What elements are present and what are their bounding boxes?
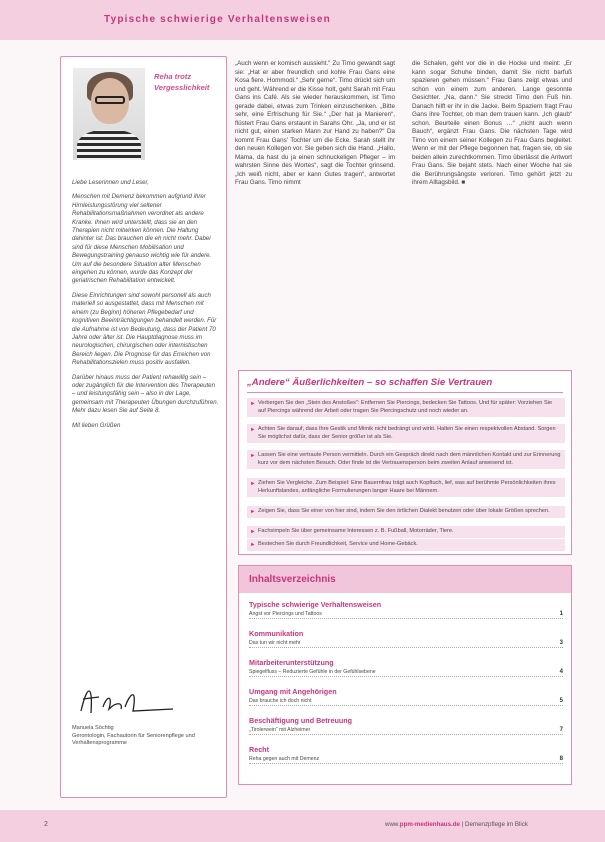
toc-page-number: 5 <box>559 698 563 704</box>
page-number: 2 <box>44 821 48 828</box>
toc-section <box>249 716 563 735</box>
tip-item: ► Ziehen Sie Vergleiche. Zum Beispiel: Eine Bauernfrau trägt auch Kopftuch, lief, was auf berühmte Persönlichkeiten ihres Herkunftslandes, anfängliche Formulierungen langer Haare bei Männern. <box>247 478 565 497</box>
toc-category: Umgang mit Angehörigen <box>249 687 337 696</box>
editorial-paragraph: Darüber hinaus muss der Patient rehawillig sein – oder zugänglich für die Intervention des Therapeuten – und leistungsfähig sein – also in der Lage, gemeinsam mit Therapeuten Übungen durchzuführen. Mehr dazu lesen Sie auf Seite 8. <box>72 373 219 415</box>
footer-bar <box>0 810 605 842</box>
footer-link[interactable]: ppm-medienhaus.de <box>399 821 460 828</box>
toc-page-number: 4 <box>559 669 563 675</box>
toc-section <box>249 629 563 648</box>
table-of-contents <box>238 565 572 785</box>
toc-page-number: 3 <box>559 640 563 646</box>
tips-title: „Andere“ Äußerlichkeiten – so schaffen Sie Vertrauen <box>247 377 493 388</box>
tip-item: ► Achten Sie darauf, dass Ihre Gestik und Mimik nicht bedrängt und wirkt. Halten Sie einen respektvollen Abstand. Sorgen Sie möglichst dafür, dass der Senior größer ist als Sie. <box>247 424 565 443</box>
toc-page-number: 8 <box>559 756 563 762</box>
toc-header <box>239 566 571 593</box>
section-title: Typische schwierige Verhaltensweisen <box>104 14 331 25</box>
toc-section <box>249 745 563 764</box>
toc-entry[interactable]: „Tirolerwein“ mit Alzheimer 7 <box>249 727 563 733</box>
signer-block <box>72 725 220 748</box>
toc-title: Inhaltsverzeichnis <box>249 574 336 585</box>
article-column-1: „Auch wenn er komisch aussieht.“ Zu Timo gewandt sagt sie: „Hat er aber freundlich und kohle Frau Gans eine Kosa fiere. Hommodi.“ „Sehr gerne“. Timo drückt sich um und geht. Während er die Kisse holt, geht Sarah mit Frau Gans ins Café. Als sie wieder herauskommen, ist Timo gerade dabei, etwas zum Trinken einzuschenken. „Bitte sehr, eine Erfrischung für Sie.“ „Der hat ja Manieren“, flüstert Frau Gans erstaunt in Sarahs Ohr. „Ja, und er ist nicht gut, einen starken Mann zur Hand zu haben?“ Da kommt Frau Gans' Tochter um die Ecke. Sarah stellt ihr den neuen Kollegen vor. Sie geben sich die Hand. „Hallo, Mama, da hast du ja einen schnuckeligen Pfleger – im wahrsten Sinne des Wortes“, sagt die Tochter grinsend. „Ich weiß nicht, aber er kann Gutes tragen“, antwortet Frau Gans. Timo nimmt <box>235 60 395 186</box>
bullet-icon: ► <box>250 542 256 548</box>
tips-box <box>238 370 572 555</box>
author-photo <box>73 68 145 160</box>
toc-category: Kommunikation <box>249 629 304 638</box>
toc-category: Mitarbeiterunterstützung <box>249 658 334 667</box>
bullet-icon: ► <box>250 427 256 433</box>
signer-role: Gerontologin, Fachautorin für Seniorenpflege und Verhaltensprogramme <box>72 732 195 747</box>
divider <box>247 392 563 393</box>
tip-item: ► Lassen Sie eine vertraute Person vermitteln. Durch ein Gespräch direkt nach dem männlichen Kontakt und zur Erinnerung kurz vor dem nächsten Besuch. Oder finde ist die Vertrauensperson beim zweiten Anlauf anwesend ist. <box>247 450 565 469</box>
bullet-icon: ► <box>250 509 256 515</box>
tip-item: ► Verbergen Sie den „Stein des Anstoßes“: Entfernen Sie Piercings, bedecken Sie Tattoos. Und für später: Vorziehen Sie auf Piercings während der Arbeit oder tragen Sie Piercingschutz und noch wieder an. <box>247 398 565 417</box>
bullet-icon: ► <box>250 529 256 535</box>
bullet-icon: ► <box>250 453 256 459</box>
editorial-box <box>60 56 227 798</box>
toc-entry[interactable]: Reha gegen auch mit Demenz 8 <box>249 756 563 762</box>
toc-section <box>249 600 563 619</box>
toc-section <box>249 687 563 706</box>
bullet-icon: ► <box>250 481 256 487</box>
toc-page-number: 1 <box>559 611 563 617</box>
toc-category: Recht <box>249 745 269 754</box>
header-bar <box>0 0 605 40</box>
tip-item: ► Bestechen Sie durch Freundlichkeit, Service und Home-Gebäck. <box>247 539 565 551</box>
toc-entry[interactable]: Das tun wir nicht mehr 3 <box>249 640 563 646</box>
editorial-greeting: Liebe Leserinnen und Leser, <box>72 179 149 186</box>
toc-entry[interactable]: Angst vor Piercings und Tattoos 1 <box>249 611 563 617</box>
editorial-title: Reha trotz Vergesslichkeit <box>154 72 210 92</box>
toc-page-number: 7 <box>559 727 563 733</box>
tip-item: ► Fachsimpeln Sie über gemeinsame Interessen z. B. Fußball, Motorräder, Tiere. <box>247 526 565 538</box>
editorial-closing: Mit lieben Grüßen <box>72 421 121 429</box>
editorial-paragraph: Menschen mit Demenz bekommen aufgrund ihrer Hirnleistungsstörung viel seltener Rehabilitationsmaßnahmen verordnet als andere Kranke. Ihnen wird unterstellt, dass sie an den Therapien nicht mitwirken können. Die Haltung dahinter ist: Das brauchen die eh nicht mehr. Dabei sind für diese Menschen Mobilisation und Bewegungstraining genauso wichtig wie für andere. Um auf die besondere Situation alter Menschen eingehen zu können, wurde das Konzept der geriatrischen Rehabilitation entwickelt. <box>72 193 212 285</box>
article-column-2: die Schalen, geht vor die in die Hocke und meint: „Er kann sogar Schuhe binden, damit Sie nicht barfuß spazieren gehen müssen.“ Frau Gans zeigt etwas und schon von einem zum anderen. Lange gesonnte Gesichter. „Na, dann.“ Sie streckt Timo den Fuß hin. Danach hilft er ihr in die Jacke. Beim Spaziern fragt Frau Gans ihre Tochter, ob man dem trauen kann. „Ich glaub“ schon. Beurteile einen Bonus …“ „nicht auch wenn Bauch“, ergänzt Frau Gans. Die nächsten Tage wird Timo von einem seiner Kollegen zu Frau Gans begleitet. Wenn er mit der Pflege begonnen hat, fragen sie, ob sie beiden allein zurechtkommen. Timo überlässt die Antwort Frau Gans. Sie bejaht stets. Nach einer Woche hat sie die Berührungsängste verloren. Timo gehört jetzt zu ihrem Alltagsbild. ■ <box>412 60 572 186</box>
editorial-text <box>72 179 220 436</box>
toc-category: Typische schwierige Verhaltensweisen <box>249 600 382 609</box>
bullet-icon: ► <box>250 401 256 407</box>
toc-category: Beschäftigung und Betreuung <box>249 716 353 725</box>
toc-entry[interactable]: Das brauche ich doch nicht 5 <box>249 698 563 704</box>
footer-source: www.ppm-medienhaus.de | Demenzpflege im Blick <box>385 821 528 828</box>
editorial-paragraph: Diese Einrichtungen sind sowohl personell als auch materiell so ausgestattet, dass mit Menschen mit einem (zu Beginn) höheren Pflegebedarf und kognitiven Beeinträchtigungen behandelt werden. Für die Aufnahme ist von Bedeutung, dass der Patient 70 Jahre oder älter ist. Die Hauptdiagnose muss im neurologischen, chirurgischen oder internistischen Bereich liegen. Die Prognose für das Erreichen von Rehabilitationszielen muss positiv ausfallen. <box>72 291 217 367</box>
tip-item: ► Zeigen Sie, dass Sie einer von hier sind, indem Sie den örtlichen Dialekt benutzen oder über lokale Größen sprechen. <box>247 506 565 518</box>
signature-image <box>73 677 183 723</box>
toc-entry[interactable]: Spiegelfluss – Reduzierte Gefühle in der Gefühlsebene 4 <box>249 669 563 675</box>
toc-section <box>249 658 563 677</box>
signer-name: Manuela Söchtig <box>72 725 114 731</box>
